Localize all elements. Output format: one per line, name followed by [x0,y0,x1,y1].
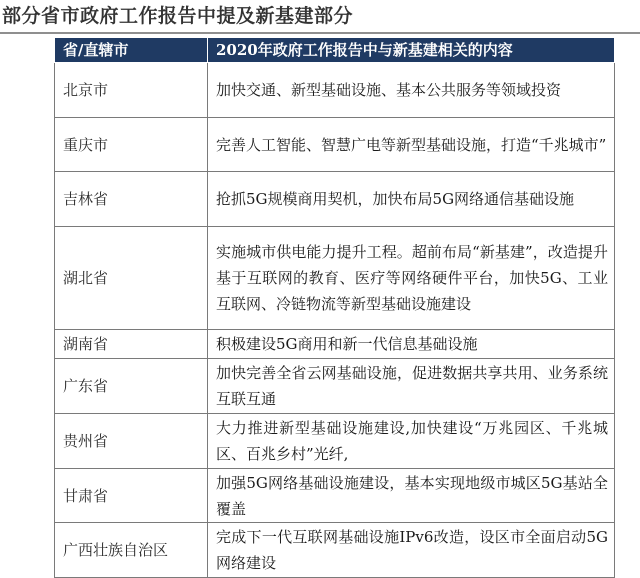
title-divider [0,32,640,34]
content-cell: 加快完善全省云网基础设施，促进数据共享共用、业务系统互联互通 [208,359,615,414]
table-header-row [55,38,615,63]
table-row [55,469,615,523]
table-row [55,227,615,330]
province-cell: 广东省 [55,359,208,414]
column-header-province: 省/直辖市 [55,38,208,63]
content-cell: 抢抓5G规模商用契机，加快布局5G网络通信基础设施 [208,172,615,227]
province-cell: 甘肃省 [55,469,208,523]
province-cell: 重庆市 [55,118,208,172]
content-cell: 积极建设5G商用和新一代信息基础设施 [208,330,615,359]
content-cell: 完善人工智能、智慧广电等新型基础设施，打造“千兆城市” [208,118,615,172]
table-row [55,330,615,359]
content-cell: 加强5G网络基础设施建设，基本实现地级市城区5G基站全覆盖 [208,469,615,523]
page-title: 部分省市政府工作报告中提及新基建部分 [2,5,354,27]
province-cell: 北京市 [55,63,208,118]
content-cell: 实施城市供电能力提升工程。超前布局“新基建”，改造提升基于互联网的教育、医疗等网络硬件平台，加快5G、工业互联网、冷链物流等新型基础设施建设 [208,227,615,330]
province-cell: 贵州省 [55,414,208,469]
table-row [55,523,615,578]
new-infrastructure-table [54,37,615,578]
province-cell: 湖北省 [55,227,208,330]
column-header-content: 2020年政府工作报告中与新基建相关的内容 [208,38,615,63]
table-row [55,172,615,227]
table-row [55,414,615,469]
province-cell: 湖南省 [55,330,208,359]
table-row [55,118,615,172]
province-cell: 广西壮族自治区 [55,523,208,578]
content-cell: 加快交通、新型基础设施、基本公共服务等领域投资 [208,63,615,118]
content-cell: 完成下一代互联网基础设施IPv6改造，设区市全面启动5G网络建设 [208,523,615,578]
content-cell: 大力推进新型基础设施建设,加快建设“万兆园区、千兆城区、百兆乡村”光纤, [208,414,615,469]
table-row [55,63,615,118]
table-row [55,359,615,414]
province-cell: 吉林省 [55,172,208,227]
